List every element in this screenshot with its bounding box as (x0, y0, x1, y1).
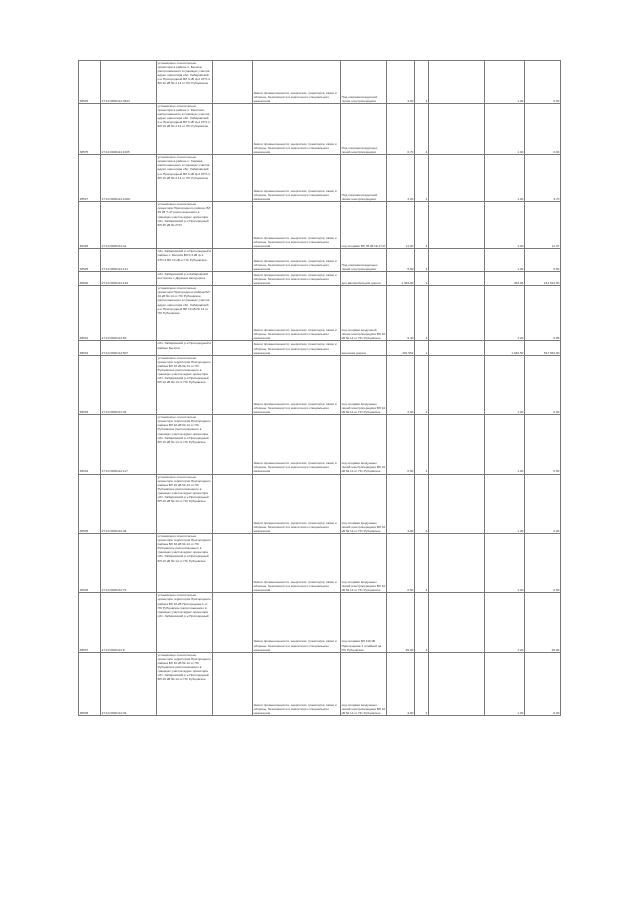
area-cell: 491 562 (387, 341, 415, 355)
rate-cell: 463.84 (485, 271, 525, 285)
rate-cell: 1.00 (485, 61, 525, 104)
value-cell: 6.85 (525, 286, 561, 341)
code-cell: 4 (415, 355, 429, 414)
cadastral-number-cell: 27:10:0000114:1008 (101, 155, 157, 202)
land-category-cell: Земли промышленности, энергетики, транспорта, связи и обороны, безопасности и земли иного специального назначения (253, 202, 341, 249)
code-cell: 4 (415, 286, 429, 341)
value-cell: 6.00 (525, 61, 561, 104)
table-row (79, 155, 561, 202)
rate-cell: 1.00 (485, 249, 525, 272)
code-cell: 4 (415, 249, 429, 272)
area-cell: 4.00 (387, 652, 415, 716)
permitted-use-cell: Под опорами воздушной линии электропередачи (341, 61, 387, 104)
empty-cell (213, 249, 253, 272)
empty-cell (213, 415, 253, 474)
empty-cell (429, 155, 485, 202)
land-category-cell: Земли промышленности, энергетики, транспорта, связи и обороны, безопасности и земли иного специального назначения (253, 249, 341, 272)
location-description-cell: обл. Хабаровский р-н Пригородный в районе с. Бычиха ВЛ 0,4 кВ ф-1 КТП-4 ВЛ 10 кВ от ПС Рубцовское (157, 249, 213, 272)
row-id-cell: 38534 (79, 415, 101, 474)
location-description-cell: установлено относительно ориентира в районе п. Ракитное, расположенного в границах участка адрес ориентира обл. Хабаровский р-н Пригородный ВЛ 6 кВ ф-2 КТП-4 ВЛ 10 кВ № 4 14 от ПС Рубцовское (157, 104, 213, 155)
row-id-cell: 38530 (79, 271, 101, 285)
location-description-cell: установлено относительно ориентира территория Пригородного района ВЛ 10 кВ № 14 от ПС Рубцовское расположенного в границах участка адрес ориентира обл. Хабаровский р-н Пригородный ВЛ 10 кВ № 14 от ПС Рубцовское (157, 533, 213, 592)
empty-cell (213, 355, 253, 414)
location-description-cell: установлено относительно ориентира территория Пригородного района ВЛ 10 кВ № 14 от ПС Рубцовское расположенного в границах участка адрес ориентира обл. Хабаровский р-н Пригородный ВЛ 10 кВ № 14 от ПС Рубцовское (157, 355, 213, 414)
location-description-cell: установлено относительно ориентира Пригородного района, ВЛ 35 кВ Т-47 расположенного в границах участка адрес ориентира обл. Хабаровский р-н Пригородный ВЛ 35 кВ № 2747 (157, 202, 213, 249)
land-category-cell: Земли промышленности, энергетики, транспорта, связи и обороны, безопасности и земли иного специального назначения (253, 61, 341, 104)
cadastral-number-cell: 27:10:0000114:48 (101, 474, 157, 533)
rate-cell: 1.00 (485, 533, 525, 592)
permitted-use-cell: под опорами воздушной линии электропередачи ВЛ 10 кВ № 14 от ПС Рубцовское (341, 286, 387, 341)
permitted-use-cell: под опорами воздушных линий электропередачи ВЛ 10 кВ № 14 от ПС Рубцовское (341, 533, 387, 592)
area-cell: 4.00 (387, 61, 415, 104)
table-row (79, 202, 561, 249)
empty-cell (213, 593, 253, 652)
rate-cell: 1.00 (485, 593, 525, 652)
empty-cell (429, 286, 485, 341)
table-row (79, 593, 561, 652)
rate-cell: 1.00 (485, 286, 525, 341)
area-cell: 6.40 (387, 286, 415, 341)
empty-cell (213, 104, 253, 155)
row-id-cell: 38525 (79, 249, 101, 272)
code-cell: 4 (415, 202, 429, 249)
area-cell: 25.00 (387, 593, 415, 652)
row-id-cell: 38527 (79, 155, 101, 202)
empty-cell (213, 155, 253, 202)
code-cell: 4 (415, 533, 429, 592)
rate-cell: 1.00 (485, 355, 525, 414)
area-cell: 4.00 (387, 474, 415, 533)
code-cell: 4 (415, 474, 429, 533)
code-cell: 4 (415, 593, 429, 652)
table-row (79, 249, 561, 272)
empty-cell (213, 341, 253, 355)
empty-cell (429, 341, 485, 355)
area-cell: 0.70 (387, 104, 415, 155)
empty-cell (429, 271, 485, 285)
land-category-cell: Земли промышленности, энергетики, транспорта, связи и обороны, безопасности и земли иного специального назначения (253, 155, 341, 202)
empty-cell (213, 61, 253, 104)
location-description-cell: обл. Хабаровский р-н Пригородный в районе Бычиха (157, 341, 213, 355)
empty-cell (429, 533, 485, 592)
permitted-use-cell: под опорами воздушных линий электропередачи ВЛ 10 кВ № 14 от ПС Рубцовское (341, 474, 387, 533)
land-category-cell: Земли промышленности, энергетики, транспорта, связи и обороны, безопасности и земли иного специального назначения (253, 593, 341, 652)
permitted-use-cell: под опорами ВЛ 35 кВ № 2747 (341, 202, 387, 249)
land-category-cell: Земли промышленности, энергетики, транспорта, связи и обороны, безопасности и земли иного специального назначения (253, 652, 341, 716)
table-row (79, 271, 561, 285)
location-description-cell: установлено относительно ориентира в районе п. Бычиха, расположенного в границах участка адрес ориентира обл. Хабаровский р-н Пригородный ВЛ 6 кВ ф-2 КТП-4 ВЛ 10 кВ № 4 14 от ПС Рубцовское (157, 61, 213, 104)
cadastral-number-cell: 27:10:0000114:3644 (101, 61, 157, 104)
area-cell: 5.90 (387, 249, 415, 272)
row-id-cell: 38532 (79, 341, 101, 355)
cadastral-number-cell: 27:10:0000114:141 (101, 249, 157, 272)
permitted-use-cell: для автомобильной дороги (341, 271, 387, 285)
land-category-cell: Земли промышленности, энергетики, транспорта, связи и обороны, безопасности и земли иного специального назначения (253, 271, 341, 285)
value-cell: 0.50 (525, 533, 561, 592)
rate-cell: 1.00 (485, 202, 525, 249)
value-cell: 161 524.50 (525, 271, 561, 285)
value-cell: 11.07 (525, 202, 561, 249)
code-cell: 4 (415, 652, 429, 716)
rate-cell: 1.00 (485, 104, 525, 155)
cadastral-number-cell: 27:10:0000114:79 (101, 533, 157, 592)
value-cell: 0.00 (525, 652, 561, 716)
location-description-cell: установлено относительно ориентира в районе п. Гаровка, расположенного в границах участка адрес ориентира обл. Хабаровский р-н Пригородный ВЛ 6 кВ ф-2 КТП-4 ВЛ 10 кВ № 4 14 от ПС Рубцовское (157, 155, 213, 202)
empty-cell (213, 202, 253, 249)
value-cell: 25.00 (525, 593, 561, 652)
area-cell: 0.50 (387, 533, 415, 592)
code-cell: 4 (415, 155, 429, 202)
table-row (79, 286, 561, 341)
value-cell: 0.00 (525, 104, 561, 155)
empty-cell (429, 61, 485, 104)
land-category-cell: Земли промышленности, энергетики, транспорта, связи и обороны, безопасности и земли иного специального назначения (253, 355, 341, 414)
cadastral-number-cell: 27:10:0000114:117 (101, 415, 157, 474)
table-row (79, 415, 561, 474)
land-category-cell: Земли промышленности, энергетики, транспорта, связи и обороны, безопасности и земли иного специального назначения (253, 286, 341, 341)
location-description-cell: установлено относительно ориентира Пригородного района ВЛ 10 кВ № 14 от ПС Рубцовское расположенного в границах участка адрес ориентира обл. Хабаровский р-н Пригородный ВЛ 10 кВ № 14 от ПС Рубцовское (157, 286, 213, 341)
empty-cell (429, 355, 485, 414)
table-row (79, 104, 561, 155)
permitted-use-cell: Под опорами воздушной линии электропередачи (341, 155, 387, 202)
land-category-cell: Земли промышленности, энергетики, транспорта, связи и обороны, безопасности и земли иного специального назначения (253, 104, 341, 155)
cadastral-number-cell: 27:10:0000114:39 (101, 652, 157, 716)
area-cell: 3.20 (387, 155, 415, 202)
permitted-use-cell: под опорами воздушных линий электропередачи ВЛ 10 кВ № 14 от ПС Рубцовское (341, 415, 387, 474)
code-cell: 4 (415, 104, 429, 155)
location-description-cell: установлено относительно ориентира территория Пригородного района ВЛ 10 кВ Пригородная-1 от ПС Рубцовское расположенного в границах участка адрес ориентира обл. Хабаровский р-н Пригородный (157, 593, 213, 652)
row-id-cell: 38545 (79, 61, 101, 104)
value-cell: 0.00 (525, 355, 561, 414)
location-description-cell: обл. Хабаровский р-н Хабаровский восточнее с Дружное автодорога (157, 271, 213, 285)
permitted-use-cell: Под опорами воздушных линий электропередачи (341, 104, 387, 155)
rate-cell: 1.00 (485, 652, 525, 716)
empty-cell (213, 474, 253, 533)
empty-cell (429, 249, 485, 272)
table-row (79, 474, 561, 533)
empty-cell (429, 652, 485, 716)
permitted-use-cell: под опорами воздушных линий электропередачи ВЛ 10 кВ № 14 от ПС Рубцовское (341, 355, 387, 414)
permitted-use-cell: под опорами воздушных линий электропередачи ВЛ 10 кВ № 14 от ПС Рубцовское (341, 652, 387, 716)
code-cell: 1 (415, 341, 429, 355)
land-category-cell: Земли промышленности, энергетики, транспорта, связи и обороны, безопасности и земли иного специального назначения (253, 474, 341, 533)
rate-cell: 1.00 (485, 474, 525, 533)
land-category-cell: Земли промышленности, энергетики, транспорта, связи и обороны, безопасности и земли иного специального назначения (253, 341, 341, 355)
row-id-cell: 38537 (79, 593, 101, 652)
rate-cell: 1 640.50 (485, 341, 525, 355)
table-row (79, 355, 561, 414)
code-cell: 4 (415, 61, 429, 104)
location-description-cell: установлено относительно ориентира территория Пригородного района ВЛ 10 кВ № 14 от ПС Рубцовское расположенного в границах участка адрес ориентира обл. Хабаровский р-н Пригородный ВЛ 10 кВ № 14 от ПС Рубцовское (157, 474, 213, 533)
row-id-cell: 38535 (79, 474, 101, 533)
table-row (79, 61, 561, 104)
table-row (79, 341, 561, 355)
cadastral-number-cell: 27:10:0000114:149 (101, 271, 157, 285)
permitted-use-cell: железная дорога (341, 341, 387, 355)
cadastral-number-cell: 27:10:0000114:50 (101, 286, 157, 341)
value-cell: 0.50 (525, 415, 561, 474)
rate-cell: 1.00 (485, 155, 525, 202)
empty-cell (429, 104, 485, 155)
empty-cell (213, 533, 253, 592)
location-description-cell: установлено относительно ориентира территория Пригородного района ВЛ 10 кВ № 14 от ПС Рубцовское расположенного в границах участка адрес ориентира обл. Хабаровский р-н Пригородный ВЛ 10 кВ № 14 от ПС Рубцовское (157, 652, 213, 716)
location-description-cell: установлено относительно ориентира территория Пригородного района ВЛ 10 кВ № 14 от ПС Рубцовское расположенного в границах участка адрес ориентира обл. Хабаровский р-н Пригородный ВЛ 10 кВ № 14 от ПС Рубцовское (157, 415, 213, 474)
empty-cell (429, 474, 485, 533)
cadastral-number-cell: 27:10:0000114:46 (101, 355, 157, 414)
permitted-use-cell: под опорами ВЛ 110 кВ Пригородная-1 отпайкой на ПС Рубцовское (341, 593, 387, 652)
value-cell: 3.70 (525, 155, 561, 202)
code-cell: 4 (415, 415, 429, 474)
value-cell: 547 664.00 (525, 341, 561, 355)
value-cell: 5.90 (525, 249, 561, 272)
area-cell: 11.00 (387, 202, 415, 249)
area-cell: 1 364.00 (387, 271, 415, 285)
empty-cell (213, 286, 253, 341)
cadastral-number-cell: 27:10:0000114:8 (101, 593, 157, 652)
row-id-cell: 38575 (79, 104, 101, 155)
empty-cell (429, 593, 485, 652)
area-cell: 0.50 (387, 415, 415, 474)
table-row (79, 533, 561, 592)
rate-cell: 1.00 (485, 415, 525, 474)
table-row (79, 652, 561, 716)
value-cell: 0.00 (525, 474, 561, 533)
empty-cell (429, 202, 485, 249)
row-id-cell: 38533 (79, 355, 101, 414)
empty-cell (213, 271, 253, 285)
cadastral-number-cell: 27:10:0000114:507 (101, 341, 157, 355)
land-category-cell: Земли промышленности, энергетики, транспорта, связи и обороны, безопасности и земли иного специального назначения (253, 533, 341, 592)
land-registry-table (78, 60, 561, 716)
row-id-cell: 38538 (79, 652, 101, 716)
permitted-use-cell: Под опорами воздушных линий электропередачи (341, 249, 387, 272)
land-category-cell: Земли промышленности, энергетики, транспорта, связи и обороны, безопасности и земли иного специального назначения (253, 415, 341, 474)
area-cell: 2.00 (387, 355, 415, 414)
row-id-cell: 38531 (79, 286, 101, 341)
empty-cell (213, 652, 253, 716)
row-id-cell: 38536 (79, 533, 101, 592)
code-cell: 1 (415, 271, 429, 285)
cadastral-number-cell: 27:10:0000114:1005 (101, 104, 157, 155)
row-id-cell: 38426 (79, 202, 101, 249)
empty-cell (429, 415, 485, 474)
cadastral-number-cell: 27:10:0000114:41 (101, 202, 157, 249)
